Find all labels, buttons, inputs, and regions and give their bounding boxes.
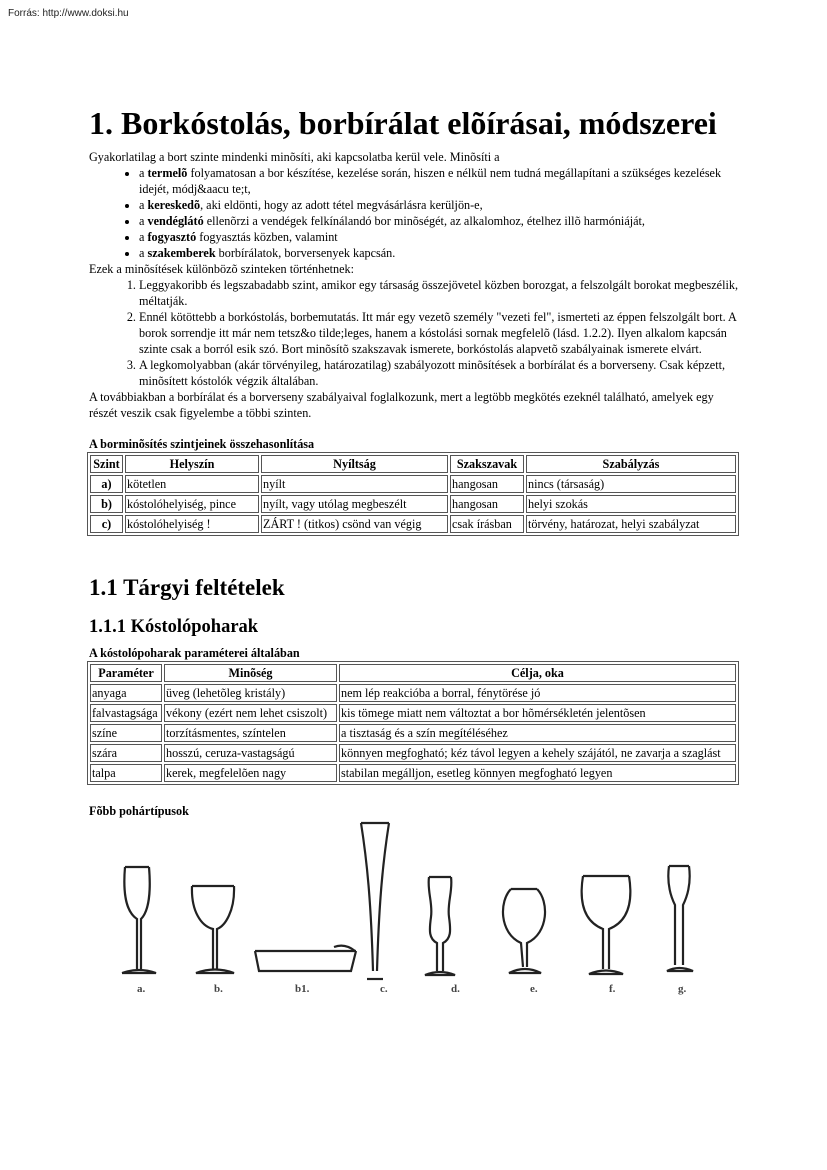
table-cell: a) [90, 475, 123, 493]
table-row [90, 764, 736, 782]
source-line: Forrás: http://www.doksi.hu [8, 8, 129, 19]
column-header: Szabályzás [526, 455, 736, 473]
subsection-title: 1.1.1 Kóstolópoharak [89, 617, 259, 637]
glass-label: d. [451, 983, 460, 995]
table-cell: talpa [90, 764, 162, 782]
outro-paragraph: A továbbiakban a borbírálat és a borverseny szabályaival foglalkozunk, mert a legtöbb megkötés ezeknél található, amelyek egy részét veszik csak figyelembe a többi szinten. [89, 390, 714, 420]
table-cell: anyaga [90, 684, 162, 702]
column-header: Szint [90, 455, 123, 473]
glass-d-icon [425, 877, 455, 975]
document-body [89, 104, 739, 1021]
glass-a-icon [122, 867, 156, 973]
table-cell: vékony (ezért nem lehet csiszolt) [164, 704, 337, 722]
table-cell: nyílt, vagy utólag megbeszélt [261, 495, 448, 513]
glass-parameters-table [87, 661, 739, 785]
table-cell: falvastagsága [90, 704, 162, 722]
table1-caption: A borminõsítés szintjeinek összehasonlítása [89, 437, 315, 451]
list-item: • a fogyasztó fogyasztás közben, valamint [139, 229, 739, 245]
levels-intro: Ezek a minõsítések különbözõ szinteken történhetnek: [89, 262, 355, 276]
table-cell: hangosan [450, 495, 524, 513]
glass-label: a. [137, 983, 146, 995]
table-row [90, 684, 736, 702]
glass-b1-icon [255, 946, 356, 971]
page-title: 1. Borkóstolás, borbírálat elõírásai, módszerei [89, 105, 717, 141]
table-cell: szára [90, 744, 162, 762]
table-header-row [90, 664, 736, 682]
table-row [90, 704, 736, 722]
table-cell: torzításmentes, színtelen [164, 724, 337, 742]
table-row [90, 495, 736, 513]
table-row [90, 724, 736, 742]
section-title: 1.1 Tárgyi feltételek [89, 575, 285, 600]
list-item: • a kereskedõ, aki eldönti, hogy az adott tétel megvásárlásra kerüljön-e, [139, 197, 739, 213]
column-header: Minõség [164, 664, 337, 682]
list-item: • a termelõ folyamatosan a bor készítése, kezelése során, hiszen e nélkül nem tudná megállapítani a szükséges kezelések idejét, módj&aacu te;t, [139, 165, 739, 197]
column-header: Nyíltság [261, 455, 448, 473]
table-cell: ZÁRT ! (titkos) csönd van végig [261, 515, 448, 533]
table-cell: könnyen megfogható; kéz távol legyen a kehely szájától, ne zavarja a szaglást [339, 744, 736, 762]
table-cell: törvény, határozat, helyi szabályzat [526, 515, 736, 533]
levels-list [89, 277, 739, 389]
intro-paragraph: Gyakorlatilag a bort szinte mindenki minõsíti, aki kapcsolatba kerül vele. Minõsíti a [89, 150, 500, 164]
glass-label: g. [678, 983, 687, 995]
table-cell: kóstolóhelyiség ! [125, 515, 259, 533]
table2-caption: A kóstolópoharak paraméterei általában [89, 646, 300, 660]
column-header: Szakszavak [450, 455, 524, 473]
list-item: • a vendéglátó ellenõrzi a vendégek felkínálandó bor minõségét, az alkalomhoz, ételhez illõ harmóniáját, [139, 213, 739, 229]
table-cell: hangosan [450, 475, 524, 493]
table-cell: a tisztaság és a szín megítéléséhez [339, 724, 736, 742]
glass-label: b. [214, 983, 223, 995]
glass-types-caption: Fõbb pohártípusok [89, 804, 189, 818]
table-row [90, 475, 736, 493]
glass-label: e. [530, 983, 538, 995]
qualifier-list [89, 165, 739, 261]
table-row [90, 515, 736, 533]
glass-e-icon [503, 889, 545, 973]
table-cell: nincs (társaság) [526, 475, 736, 493]
table-cell: kis tömege miatt nem változtat a bor hõmérsékletén jelentõsen [339, 704, 736, 722]
column-header: Paraméter [90, 664, 162, 682]
column-header: Helyszín [125, 455, 259, 473]
table-cell: kóstolóhelyiség, pince [125, 495, 259, 513]
glass-b-icon [192, 886, 234, 973]
list-item: • a szakemberek borbírálatok, borversenyek kapcsán. [139, 245, 739, 261]
table-cell: stabilan megálljon, esetleg könnyen megfogható legyen [339, 764, 736, 782]
glass-label: c. [380, 983, 388, 995]
glass-f-icon [582, 876, 631, 974]
glass-types-figure [89, 821, 739, 1021]
table-cell: c) [90, 515, 123, 533]
table-cell: b) [90, 495, 123, 513]
column-header: Célja, oka [339, 664, 736, 682]
table-cell: kerek, megfelelõen nagy [164, 764, 337, 782]
table-header-row [90, 455, 736, 473]
glass-g-icon [667, 866, 693, 971]
table-cell: csak írásban [450, 515, 524, 533]
list-item: 1. Leggyakoribb és legszabadabb szint, amikor egy társaság összejövetel közben borozgat, a felszolgált borokat megbeszélik, méltatják. [139, 277, 739, 309]
table-cell: üveg (lehetõleg kristály) [164, 684, 337, 702]
glass-labels [89, 983, 739, 1003]
glass-label: b1. [295, 983, 310, 995]
table-cell: nem lép reakcióba a borral, fénytörése jó [339, 684, 736, 702]
table-cell: kötetlen [125, 475, 259, 493]
table-cell: hosszú, ceruza-vastagságú [164, 744, 337, 762]
table-row [90, 744, 736, 762]
glass-c-icon [361, 823, 389, 979]
table-cell: helyi szokás [526, 495, 736, 513]
list-item: 2. Ennél kötöttebb a borkóstolás, borbemutatás. Itt már egy vezetõ személy "vezeti fel", ismerteti az éppen felszolgált bort. A borok sorrendje itt már nem tetsz&o tilde;leges, hanem a kóstolási sornak megfelelõ (lásd. 1.2.2). Ilyen alkalom kapcsán szinte csak a borról esik szó. Bort minõsítõ szakszavak ismerete, borkóstolás alapvetõ szabályainak ismerete elvárt. [139, 309, 739, 357]
glass-label: f. [609, 983, 616, 995]
table-cell: színe [90, 724, 162, 742]
table-cell: nyílt [261, 475, 448, 493]
levels-table [87, 452, 739, 536]
list-item: 3. A legkomolyabban (akár törvényileg, határozatilag) szabályozott minõsítések a borbírálat és a borverseny. Csak képzett, minõsített kóstolók végzik általában. [139, 357, 739, 389]
